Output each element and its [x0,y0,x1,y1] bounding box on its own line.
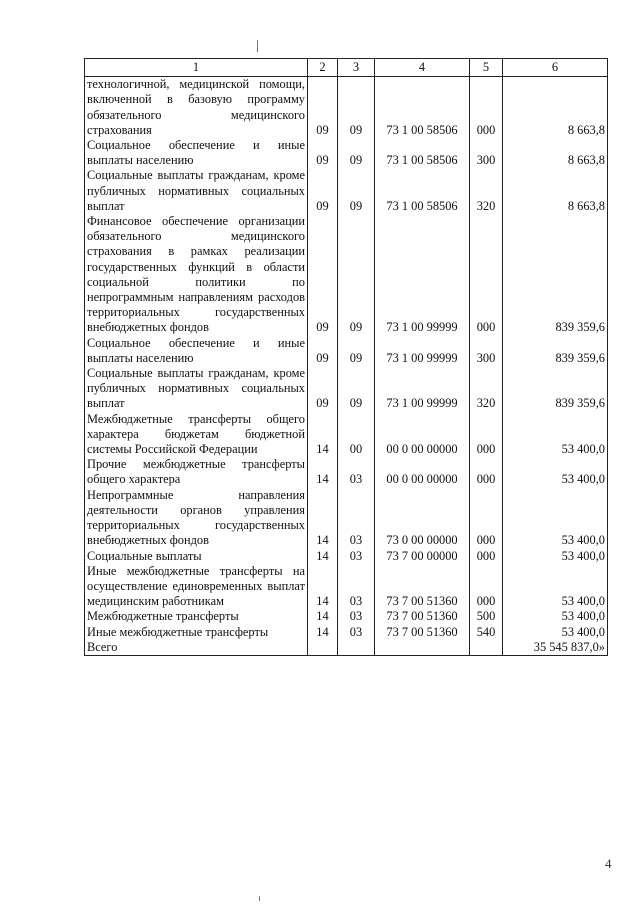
subsection-code: 03 [338,488,375,549]
scan-mark-top [257,40,258,52]
target-article-code: 73 0 00 00000 [375,488,470,549]
section-code: 14 [308,412,338,458]
expense-type-code [470,640,503,656]
row-name [85,168,308,214]
table-row [85,77,608,138]
header-row [85,59,608,77]
target-article-code: 73 7 00 00000 [375,549,470,564]
budget-table [84,58,608,656]
table-row [85,625,608,640]
expense-type-code: 500 [470,609,503,624]
table-row [85,549,608,564]
page-number: 4 [605,856,612,871]
expense-type-code: 000 [470,412,503,458]
expense-type-code: 320 [470,168,503,214]
section-code: 14 [308,625,338,640]
target-article-code: 73 1 00 99999 [375,214,470,336]
row-name [85,138,308,168]
target-article-code: 73 1 00 58506 [375,77,470,138]
amount: 8 663,8 [503,138,608,168]
table-row [85,412,608,458]
amount: 53 400,0 [503,625,608,640]
table-row [85,138,608,168]
row-name [85,457,308,487]
subsection-code: 09 [338,214,375,336]
row-name [85,549,308,564]
subsection-code: 03 [338,549,375,564]
subsection-code: 09 [338,336,375,366]
amount: 53 400,0 [503,609,608,624]
target-article-code: 00 0 00 00000 [375,457,470,487]
expense-type-code: 000 [470,564,503,610]
section-code [308,640,338,656]
amount: 8 663,8 [503,77,608,138]
row-name [85,214,308,336]
section-code: 09 [308,366,338,412]
section-code: 09 [308,77,338,138]
amount: 53 400,0 [503,564,608,610]
subsection-code: 09 [338,138,375,168]
column-header: 5 [470,59,503,77]
amount: 839 359,6 [503,336,608,366]
row-name-text: Межбюджетные трансферты общего характера бюджетам бюджетной системы Российской Федерации [87,411,305,457]
expense-type-code: 300 [470,336,503,366]
expense-type-code: 000 [470,457,503,487]
subsection-code: 03 [338,609,375,624]
row-name-text: Социальные выплаты гражданам, кроме публичных нормативных социальных выплат [87,366,305,411]
section-code: 14 [308,457,338,487]
expense-type-code: 300 [470,138,503,168]
row-name [85,412,308,458]
target-article-code: 73 1 00 58506 [375,138,470,168]
target-article-code: 73 7 00 51360 [375,609,470,624]
column-header: 4 [375,59,470,77]
row-name [85,625,308,640]
section-code: 14 [308,488,338,549]
row-name [85,640,308,656]
column-header: 2 [308,59,338,77]
row-name-text: Иные межбюджетные трансферты [87,624,269,639]
section-code: 14 [308,609,338,624]
section-code: 14 [308,549,338,564]
row-name-text: Социальное обеспечение и иные выплаты населению [87,138,305,168]
row-name-text: Социальное обеспечение и иные выплаты населению [87,335,305,365]
subsection-code: 03 [338,625,375,640]
amount: 35 545 837,0» [503,640,608,656]
target-article-code: 73 1 00 58506 [375,168,470,214]
row-name-text: Непрограммные направления деятельности органов управления территориальных государственных внебюджетных фондов [87,487,305,548]
row-name [85,564,308,610]
row-name [85,77,308,138]
expense-type-code: 000 [470,549,503,564]
target-article-code: 73 1 00 99999 [375,366,470,412]
subsection-code: 09 [338,77,375,138]
row-name-text: Прочие межбюджетные трансферты общего характера [87,457,305,487]
target-article-code: 73 1 00 99999 [375,336,470,366]
row-name-text: Социальные выплаты [87,548,202,563]
column-header: 1 [85,59,308,77]
table-row [85,609,608,624]
table-row [85,457,608,487]
target-article-code: 73 7 00 51360 [375,625,470,640]
table-row [85,336,608,366]
amount: 8 663,8 [503,168,608,214]
amount: 53 400,0 [503,412,608,458]
amount: 53 400,0 [503,457,608,487]
amount: 839 359,6 [503,214,608,336]
row-name [85,609,308,624]
row-name-text: Всего [87,639,118,654]
amount: 53 400,0 [503,488,608,549]
table-row [85,640,608,656]
row-name-text: Межбюджетные трансферты [87,609,239,624]
target-article-code: 00 0 00 00000 [375,412,470,458]
section-code: 09 [308,138,338,168]
table-row [85,366,608,412]
row-name [85,366,308,412]
scan-mark-bottom [259,896,260,901]
subsection-code [338,640,375,656]
expense-type-code: 000 [470,488,503,549]
amount: 839 359,6 [503,366,608,412]
section-code: 09 [308,168,338,214]
table-row [85,214,608,336]
expense-type-code: 320 [470,366,503,412]
column-header: 3 [338,59,375,77]
table-row [85,564,608,610]
amount: 53 400,0 [503,549,608,564]
subsection-code: 00 [338,412,375,458]
row-name-text: технологичной, медицинской помощи, включенной в базовую программу обязательного медицинского страхования [87,77,305,137]
target-article-code: 73 7 00 51360 [375,564,470,610]
subsection-code: 09 [338,366,375,412]
expense-type-code: 540 [470,625,503,640]
table-row [85,488,608,549]
row-name [85,488,308,549]
row-name-text: Иные межбюджетные трансферты на осуществление единовременных выплат медицинским работникам [87,563,305,609]
expense-type-code: 000 [470,77,503,138]
expense-type-code: 000 [470,214,503,336]
subsection-code: 03 [338,457,375,487]
table-row [85,168,608,214]
subsection-code: 03 [338,564,375,610]
section-code: 09 [308,214,338,336]
row-name [85,336,308,366]
section-code: 14 [308,564,338,610]
subsection-code: 09 [338,168,375,214]
row-name-text: Социальные выплаты гражданам, кроме публичных нормативных социальных выплат [87,168,305,213]
section-code: 09 [308,336,338,366]
column-header: 6 [503,59,608,77]
target-article-code [375,640,470,656]
row-name-text: Финансовое обеспечение организации обязательного медицинского страхования в рамках реализации государственных функций в области социальной политики по непрограммным направлениям расходов территориальных государственных внебюджетных фондов [87,214,305,335]
